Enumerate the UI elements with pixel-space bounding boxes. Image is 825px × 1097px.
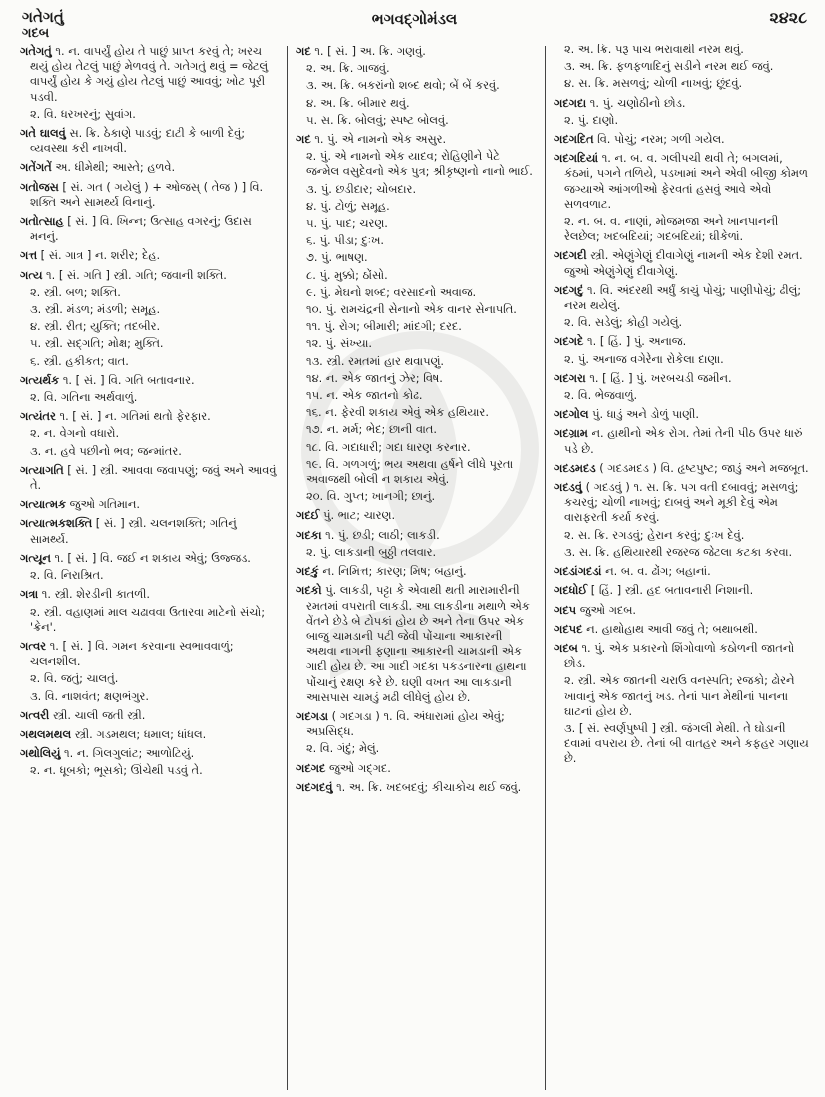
dictionary-entry [20, 44, 278, 105]
headword: ગદકા [296, 527, 322, 542]
dictionary-entry [20, 268, 278, 283]
dictionary-entry [296, 508, 536, 523]
definition-text: ૨. અ. ક્રિ. ગાજવું. [306, 61, 390, 76]
dictionary-sense [20, 336, 278, 351]
guide-word-first: ગતેગતું [22, 8, 64, 26]
dictionary-entry [20, 463, 278, 493]
dictionary-sense [554, 59, 812, 74]
definition-text: ૧૪. ન. એક જાતનું ઝેર; વિષ. [306, 370, 443, 385]
dictionary-sense [554, 528, 812, 543]
definition-text: ૧૬. ન. ફેરવી શકાય એવું એક હથિયાર. [306, 405, 489, 420]
dictionary-sense [554, 673, 812, 719]
headword: ગત્ત [20, 248, 38, 263]
definition-text: ૨. વિ. ગંદું; મેલું. [306, 741, 380, 756]
definition-text: ૧૦. પું. રામચંદ્રની સેનાનો એક વાનર સેનાપતિ. [306, 302, 517, 317]
page-number: ૨૪૨૮ [769, 8, 807, 27]
headword: ગતેગતું [20, 44, 52, 58]
headword: ગદડમદડ [554, 460, 596, 475]
definition-text: ૧૭. ન. મર્મ; ભેદ; છાની વાત. [306, 422, 437, 437]
definition-text: [ સં. ] સ્ત્રી. ચલનશક્તિ; ગતિનું સામર્થ્ય. [30, 516, 237, 546]
definition-text: વિ. પોચું; નરમ; ગળી ગયેલ. [597, 132, 725, 147]
definition-text: ૨. પું. દાણો. [564, 112, 619, 127]
definition-text: ૧. ન. વાપર્યું હોય તે પાછું પ્રાપ્ત કરવું તે; ખરચ થયું હોય તેટલું પાછું મેળવવું તે. ગતેગતું થવું = જેટલું વાપર્યું હોય કે ગયું હોય તેટલું પાછું આવવું; ખોટ પૂરી પડવી. [30, 44, 269, 104]
definition-text: [ સં. ] વિ. ખિન્ન; ઉત્સાહ વગરનું; ઉદાસ મનનું. [30, 214, 252, 244]
headword: ગતેંગતેં [20, 160, 52, 175]
definition-text: ન. હાથોહાથ આવી જવું તે; બથાબથી. [586, 621, 758, 636]
definition-text: ૨. સ્ત્રી. એક જાતની ચરાઉ વનસ્પતિ; રજકો; ઢોરને ખાવાનું એક જાતનું ખડ. તેનાં પાન મેથીનાં પાનના ઘાટનાં હોય છે. [564, 673, 795, 718]
definition-text: [ સં. ગાત્ર ] ન. શરીર; દેહ. [40, 248, 161, 263]
definition-text: ૨. સ. ક્રિ. રગડવું; હેરાન કરવું; દુઃખ દેવું. [564, 527, 745, 542]
definition-text: ( ગદડવું ) ૧. સ. ક્રિ. પગ વતી દબાવવું; મસળવું; કચરવું; ચોળી નાખવું; દાબવું અને મૂકી દેવું એમ વારાફરતી કર્યા કરવું. [564, 480, 799, 525]
dictionary-entry [554, 480, 812, 526]
headword: ગદગ્રામ [554, 426, 588, 441]
dictionary-entry [20, 160, 278, 175]
dictionary-entry [554, 461, 812, 476]
dictionary-sense [20, 285, 278, 300]
dictionary-sense [296, 268, 536, 283]
dictionary-sense [296, 422, 536, 437]
definition-text: [ સં. ગત ( ગયેલું ) + ઓજસ્ ( તેજ ) ] વિ. શક્તિ અને સામર્થ્ય વિનાનું. [30, 179, 264, 209]
headword: ગત્યાગતિ [20, 462, 64, 477]
definition-text: ૧. પું. છડી; લાઠી; લાકડી. [325, 527, 440, 542]
headword: ગદગદ [296, 760, 326, 775]
column-divider [287, 46, 288, 1090]
page-title: ભગવદ્ગોમંડલ [371, 10, 458, 28]
definition-text: ૩. પું. છડીદાર; ચોબદાર. [306, 181, 417, 196]
dictionary-entry [554, 641, 812, 671]
definition-text: ૨. વિ. જતું; ચાલતું. [30, 671, 119, 686]
headword: ગદકું [296, 564, 319, 579]
definition-text: ૧. ન. બ. વ. ગલીપચી થવી તે; બગલમાં, કંઠમાં, પગને તળિયે, પડખામાં અને એવી બીજી કોમળ જગ્યાએ આંગળીઓ ફેરવતાં હસવું આવે એવો સળવળાટ. [564, 151, 808, 211]
headword: ગત્ય [20, 267, 43, 282]
definition-text: ૧. [ સં. ] ન. ગતિમાં થતો ફેરફાર. [59, 409, 211, 424]
definition-text: ૨. ન. વેગનો વધારો. [30, 426, 120, 441]
dictionary-entry [296, 528, 536, 543]
definition-text: ૪. પું. ટોળું; સમૂહ. [306, 198, 390, 213]
dictionary-entry [554, 622, 812, 637]
definition-text: ૨. સ્ત્રી. વહાણમાં માલ ચઢાવવા ઉતારવા માટેનો સંચો; 'ક્રેન'. [30, 604, 266, 634]
definition-text: પું. લાકડી, પટ્ટા કે એવાથી થતી મારામારીની રમતમાં વપરાતી લાકડી. આ લાકડીના મથાળે એક વેંતને છેડે બે ટોપકાં હોય છે અને તેના ઉપર એક બાજુ ચામડાની પટી જેવી પોંચાના આકારની અથવા નાગની ફણાના આકારની ચામડાની એક ગાદી હોય છે. આ ગાદી ગદકા પકડનારના હાથના પોંચાનું રક્ષણ કરે છે. ઘણી વખત આ લાકડાની આસપાસ ચામડું મઢી લીધેલું હોય છે. [306, 583, 530, 704]
dictionary-sense [20, 605, 278, 635]
definition-text: ૨. વિ. નિરાશ્રિત. [30, 568, 104, 583]
headword: ગતે ઘાલવું [20, 126, 66, 141]
headword: ગત્રા [20, 587, 39, 602]
dictionary-sense [554, 214, 812, 244]
dictionary-sense [296, 371, 536, 386]
dictionary-sense [296, 545, 536, 560]
dictionary-sense [296, 457, 536, 487]
definition-text: ૧. [ સં. ગતિ ] સ્ત્રી. ગતિ; જવાની શક્તિ. [46, 267, 227, 282]
dictionary-sense [296, 149, 536, 179]
definition-text: સ્ત્રી. ગડમથલ; ધમાલ; ધાંધલ. [74, 726, 207, 741]
definition-text: ૫. સ. ક્રિ. બોલવું; સ્પષ્ટ બોલવું. [306, 112, 449, 127]
definition-text: ૪. સ્ત્રી. રીત; યુક્તિ; તદબીર. [30, 319, 161, 334]
definition-text: ૧. [ સં. ] અ. ક્રિ. ગણવું. [314, 44, 426, 58]
dictionary-sense [296, 388, 536, 403]
definition-text: ૨૦. વિ. ગુપ્ત; ખાનગી; છાનું. [306, 489, 436, 504]
headword: ગદગરા [554, 370, 586, 385]
definition-text: ૧. પું. એક પ્રકારનો શિંગોવાળો કઠોળની જાતનો છોડ. [564, 640, 795, 671]
headword: ગદગદું [554, 282, 584, 297]
definition-text: જુઓ ગતિમાન. [69, 497, 140, 512]
definition-text: ૪. સ. ક્રિ. મસળવું; ચોળી નાખવું; છૂંદવું. [564, 76, 743, 91]
dictionary-entry [554, 407, 812, 422]
dictionary-sense [296, 741, 536, 756]
headword: ગદઈ [296, 508, 320, 523]
definition-text: ન. હાથીનો એક રોગ. તેમાં તેની પીઠ ઉપર ધારું પડે છે. [564, 426, 803, 456]
dictionary-sense [20, 763, 278, 778]
definition-text: ૮. પું. મુક્કો; ઠોંસો. [306, 267, 388, 282]
headword: ગદગદવું [296, 779, 333, 794]
definition-text: ૩. સ્ત્રી. મંડળ; મંડળી; સમૂહ. [30, 302, 161, 317]
definition-text: ૧. [ સં. ] વિ. ગતિ બતાવનાર. [62, 372, 195, 387]
definition-text: સ્ત્રી. ચાલી જતી સ્ત્રી. [52, 707, 146, 722]
definition-text: ૨. વિ. ભેજવાળું. [564, 388, 638, 403]
dictionary-entry [554, 283, 812, 313]
dictionary-sense [296, 216, 536, 231]
definition-text: ૨. સ્ત્રી. બળ; શક્તિ. [30, 284, 121, 299]
headword: ગત્યૂન [20, 550, 51, 565]
definition-text: ન. બ. વ. ઢોંગ; બહાનાં. [605, 564, 711, 579]
dictionary-sense [554, 721, 812, 767]
dictionary-sense [20, 671, 278, 686]
headword: ગતોત્સાહ [20, 214, 64, 229]
dictionary-entry [554, 371, 812, 386]
headword: ગદગદા [554, 95, 587, 110]
dictionary-entry [554, 248, 812, 278]
dictionary-sense [296, 319, 536, 334]
dictionary-entry [554, 151, 812, 212]
headword: ગત્યાત્મક [20, 497, 67, 512]
dictionary-entry [296, 780, 536, 795]
definition-text: પું. ભાટ; ચારણ. [323, 508, 396, 523]
definition-text: ૫. પું. પાદ; ચરણ. [306, 216, 388, 231]
dictionary-sense [296, 354, 536, 369]
definition-text: ૭. પું. ભાષણ. [306, 250, 368, 265]
dictionary-sense [554, 315, 812, 330]
dictionary-entry [20, 708, 278, 723]
dictionary-sense [554, 352, 812, 367]
column-3 [554, 44, 812, 1092]
headword: ગદડવું [554, 480, 583, 495]
definition-text: ( ગદગડા ) ૧. વિ. અંધારામાં હોય એવું; અપ્રસિદ્ધ. [306, 708, 505, 739]
definition-text: ૬. પું. પીડા; દુઃખ. [306, 233, 385, 248]
dictionary-sense [296, 285, 536, 300]
definition-text: ૧. [ હિં. ] પું. ખરબચડી જમીન. [589, 370, 732, 385]
dictionary-sense [20, 426, 278, 441]
dictionary-entry [296, 44, 536, 59]
headword: ગત્યાત્મકશક્તિ [20, 516, 93, 531]
dictionary-entry [554, 96, 812, 111]
dictionary-entry [296, 132, 536, 147]
definition-text: ન. નિમિત્ત; કારણ; મિષ; બહાનું. [322, 564, 467, 579]
column-divider [545, 46, 546, 1090]
definition-text: ૪. અ. ક્રિ. બીમાર થવું. [306, 95, 410, 110]
headword: ગત્યર્થક [20, 372, 60, 387]
definition-text: ૨. ન. ધૂબકો; ભૂસકો; ઊંચેથી પડવું તે. [30, 763, 203, 778]
definition-text: જુઓ ગદ્ગદ. [329, 760, 391, 775]
dictionary-entry [20, 214, 278, 244]
definition-text: સ. ક્રિ. ઠેકાણે પાડવું; દાટી કે બાળી દેવું; વ્યવસ્થા કરી નાખવી. [30, 126, 246, 156]
dictionary-sense [296, 336, 536, 351]
headword: ગદપ [554, 602, 577, 617]
dictionary-entry [20, 248, 278, 263]
column-2 [296, 44, 536, 1092]
definition-text: ૧૩. સ્ત્રી. રમતમાં હાર થવાપણું. [306, 353, 445, 368]
dictionary-sense [20, 390, 278, 405]
dictionary-entry [20, 373, 278, 388]
dictionary-sense [20, 689, 278, 704]
headword: ગથલમથલ [20, 726, 72, 741]
headword: ગદગદિત [554, 132, 594, 147]
dictionary-entry [554, 426, 812, 456]
dictionary-sense [296, 78, 536, 93]
definition-text: ૨. અ. ક્રિ. પરૂ પાચ ભરાવાથી નરમ થવું. [564, 44, 744, 56]
dictionary-entry [20, 746, 278, 761]
headword: ગદ [296, 44, 311, 58]
dictionary-entry [20, 516, 278, 546]
definition-text: ૨. વિ. ધરખરનું; સુવાંગ. [30, 106, 136, 121]
dictionary-sense [296, 233, 536, 248]
definition-text: ૩. વિ. નાશવંત; ક્ષણભંગુર. [30, 688, 150, 703]
definition-text: ૨. વિ. ગતિના અર્થવાળું. [30, 390, 138, 405]
dictionary-entry [20, 126, 278, 156]
dictionary-sense [296, 61, 536, 76]
dictionary-entry [296, 583, 536, 705]
definition-text: ૩. સ. ક્રિ. હથિયારથી રજરજ જેટલા કટકા કરવા. [564, 544, 793, 559]
dictionary-sense [20, 319, 278, 334]
definition-text: ૫. સ્ત્રી. સદ્ગતિ; મોક્ષ; મુક્તિ. [30, 336, 164, 351]
definition-text: ૧. પું. ચણોઠીનો છોડ. [589, 95, 686, 110]
definition-text: ૩. [ સં. સ્વર્ણપુષ્પી ] સ્ત્રી. જંગલી મેથી. તે ઘોડાની દવામાં વપરાય છે. તેનાં બી વાતહર અને કફહર ગણાય છે. [564, 720, 809, 766]
dictionary-entry [296, 761, 536, 776]
dictionary-entry [20, 409, 278, 424]
definition-text: ૧. અ. ક્રિ. ખદબદવું; કીચાકોચ થઈ જવું. [336, 779, 522, 794]
dictionary-sense [296, 250, 536, 265]
dictionary-entry [296, 709, 536, 739]
definition-text: ૨. પું. અનાજ વગેરેના રોકેલા દાણા. [564, 351, 724, 366]
definition-text: અ. ધીમેથી; આસ્તે; હળવે. [55, 160, 176, 175]
dictionary-sense [296, 489, 536, 504]
definition-text: પું. ધાડું અને ડોળું પાણી. [592, 407, 699, 422]
dictionary-sense [296, 440, 536, 455]
dictionary-entry [554, 132, 812, 147]
headword: ગત્વરી [20, 707, 50, 722]
definition-text: ૧. [ સં. ] વિ. ગમન કરવાના સ્વભાવવાળું; ચલનશીલ. [30, 638, 234, 669]
definition-text: ૧૧. પું. રોગ; બીમારી; માંદગી; દરદ. [306, 319, 462, 334]
definition-text: ( ગદડમદડ ) વિ. હૃષ્ટપુષ્ટ; જાડું અને મજબૂત. [599, 460, 809, 475]
dictionary-entry [296, 564, 536, 579]
dictionary-sense [296, 405, 536, 420]
definition-text: ૧. વિ. અંદરથી અર્ધું કાચું પોચું; પાણીપોચું; ઢીલું; નરમ થયેલું. [564, 282, 802, 313]
dictionary-sense [296, 96, 536, 111]
headword: ગદબ [554, 640, 578, 655]
definition-text: ૧૯. વિ. ગળગળું; ભય અથવા હર્ષને લીધે પૂરતા અવાજથી બોલી ન શકાય એવું. [306, 456, 514, 487]
definition-text: ૧. પું. એ નામનો એક અસુર. [314, 132, 447, 147]
dictionary-entry [20, 497, 278, 512]
definition-text: ૨. ન. બ. વ. નાણાં, મોજમજા અને ખાનપાનની રેલછેલ; ખદબદિયાં; ગદબદિયાં; ઘીકેળાં. [564, 214, 779, 244]
headword: ગદડાંગદડાં [554, 564, 602, 579]
dictionary-sense [20, 107, 278, 122]
headword: ગદગદી [554, 248, 587, 263]
dictionary-entry [554, 603, 812, 618]
headword: ગદગોલ [554, 407, 589, 422]
dictionary-sense [554, 545, 812, 560]
headword: ગત્વર [20, 638, 47, 653]
definition-text: ૩. ન. હવે પછીનો ભવ; જન્માંતર. [30, 443, 182, 458]
headword: ગદકો [296, 583, 322, 598]
definition-text: સ્ત્રી. એણુંગેણું દીવાગેણું નામની એક દેશી રમત. જુઓ એણુંગેણું દીવાગેણું. [564, 248, 803, 278]
definition-text: ૨. પું. એ નામનો એક યાદવ; રોહિણીને પેટે જન્મેલ વસુદેવનો એક પુત્ર; શ્રીકૃષ્ણનો નાનો ભાઈ. [306, 149, 533, 179]
dictionary-sense [296, 113, 536, 128]
guide-word-last: ગદબ [22, 26, 50, 41]
headword: ગદગદે [554, 334, 584, 349]
headword: ગદપદ [554, 621, 583, 636]
dictionary-sense [554, 44, 812, 57]
dictionary-sense [20, 354, 278, 369]
headword: ગદ [296, 132, 311, 147]
definition-text: ૧. સ્ત્રી. શેરડીની કાતળી. [41, 587, 150, 602]
dictionary-sense [296, 182, 536, 197]
definition-text: ૧. ન. ગિલગુલાંટ; આળોટિયું. [64, 746, 195, 761]
headword: ગત્યંતર [20, 409, 56, 424]
dictionary-entry [20, 551, 278, 566]
definition-text: ૧. [ હિં. ] પું. અનાજ. [587, 334, 687, 349]
dictionary-sense [20, 444, 278, 459]
definition-text: [ હિં. ] સ્ત્રી. હદ બતાવનારી નિશાની. [590, 583, 754, 598]
dictionary-entry [554, 334, 812, 349]
definition-text: ૧૫. ન. એક જાતનો કોઢ. [306, 388, 423, 403]
definition-text: [ સં. ] સ્ત્રી. આવવા જવાપણું; જવું અને આવવું તે. [30, 462, 277, 493]
dictionary-sense [554, 388, 812, 403]
dictionary-entry [20, 727, 278, 742]
definition-text: ૧. [ સં. ] વિ. જઈ ન શકાય એવું; ઉજ્જડ. [54, 550, 251, 565]
dictionary-sense [296, 302, 536, 317]
definition-text: ૬. સ્ત્રી. હકીકત; વાત. [30, 353, 129, 368]
column-1 [20, 44, 278, 1092]
dictionary-sense [20, 568, 278, 583]
headword: ગથોલિયું [20, 746, 61, 761]
dictionary-entry [20, 180, 278, 210]
definition-text: ૨. પું. લાકડાની બુઠ્ઠી તલવાર. [306, 544, 437, 559]
headword: ગતોજસ [20, 179, 59, 194]
dictionary-entry [20, 587, 278, 602]
definition-text: ૨. વિ. સડેલું; કોહી ગયેલું. [564, 315, 683, 330]
dictionary-sense [296, 199, 536, 214]
dictionary-entry [554, 583, 812, 598]
dictionary-sense [20, 302, 278, 317]
definition-text: જુઓ ગદબ. [579, 602, 637, 617]
definition-text: ૧૮. વિ. ગદાધારી; ગદા ધારણ કરનાર. [306, 439, 471, 454]
headword: ગદધોઈ [554, 583, 588, 598]
dictionary-entry [554, 564, 812, 579]
definition-text: ૩. અ. ક્રિ. ફળફળાદિનું સડીને નરમ થઈ જવું. [564, 59, 774, 74]
dictionary-entry [20, 639, 278, 669]
headword: ગદગડા [296, 708, 329, 723]
definition-text: ૩. અ. ક્રિ. બકરાંનો શબ્દ થવો; બેં બેં કરવું. [306, 78, 500, 93]
dictionary-sense [554, 113, 812, 128]
definition-text: ૧૨. પું. સંખ્યા. [306, 336, 373, 351]
dictionary-sense [554, 76, 812, 91]
headword: ગદગદિયાં [554, 151, 599, 166]
definition-text: ૯. પું. મેઘનો શબ્દ; વરસાદનો અવાજ. [306, 284, 477, 299]
